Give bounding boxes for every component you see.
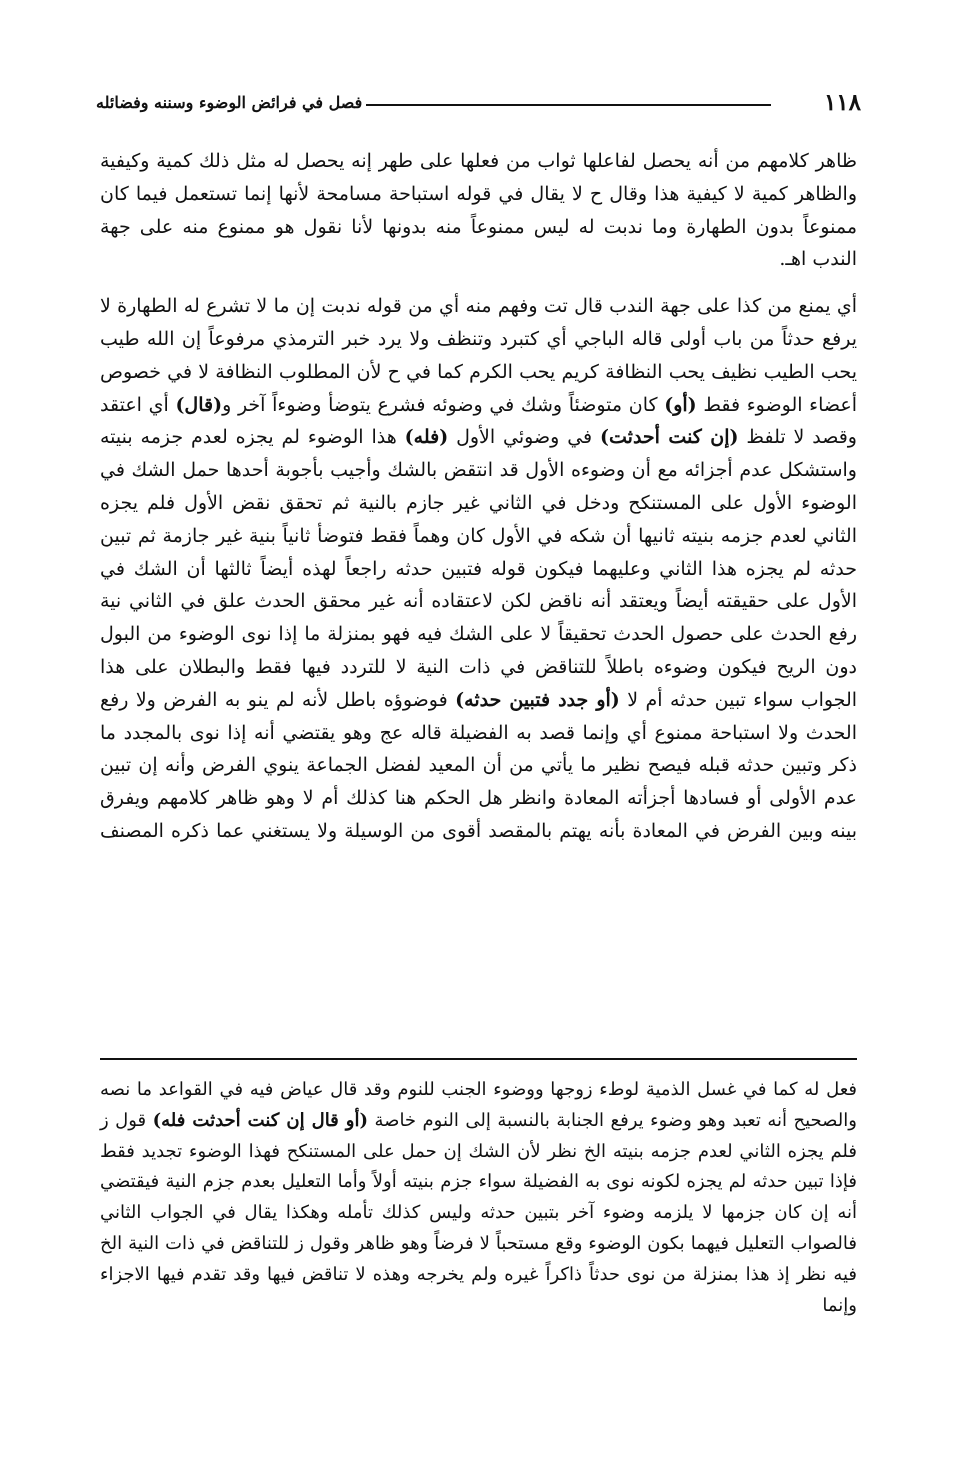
bold-term: (أو) (664, 393, 697, 416)
main-text (100, 145, 857, 848)
paragraph-2 (100, 290, 857, 848)
header-rule (366, 104, 771, 106)
page-number: ١١٨ (823, 89, 861, 116)
paragraph-2-text: أي اعتقد وقصد لا تلفظ (100, 393, 857, 449)
footnotes (100, 1075, 857, 1321)
paragraph-2-text: هذا الوضوء لم يجزه لعدم جزمه بنيته واستشكل عدم أجزائه مع أن وضوءه الأول قد انتقض بالشك وأجيب بأجوبة أحدها حمل الشك في الوضوء الأول على المستنكح ودخل في الثاني غير جازم بالنية ثم تحقق نقض الأول فلم يجزه الثاني لعدم جزمه بنيته ثانيها أن شكه في الأول كان وهماً فقط فتوضأ ثانياً بنية غير جازمة ثم تبين حدثه لم يجزه هذا الثاني وعليهما فيكون قوله فتبين حدثه راجعاً لهذه أيضاً ثالثها أن الشك في الأول على حقيقته أيضاً ويعتقد أنه ناقض لكن لاعتقاده أنه غير محقق الحدث علق في الثاني نية رفع الحدث على حصول الحدث تحقيقاً لا على الشك فيه فهو بمنزلة ما إذا نوى الوضوء من البول دون الريح فيكون وضوءه باطلاً للتناقض في ذات النية لا للتردد فيها فقط والبطلان على هذا الجواب سواء تبين حدثه أم لا (100, 426, 858, 711)
paragraph-2-text: أي يمنع من كذا على جهة الندب قال تت وفهم منه أي من قوله ندبت إن ما لا تشرع له الطهارة لا يرفع حدثاً من باب أولى قاله الباجي أي كتبرد وتنظف ولا يرد خبر الترمذي مرفوعاً إن الله طيب يحب الطيب نظيف يحب النظافة كريم يحب الكرم كما في ح لأن المطلوب النظافة لا في خصوص أعضاء الوضوء فقط (100, 295, 857, 416)
bold-term: (أو جدد فتبين حدثه) (455, 688, 620, 711)
footnote-segment: قول ز فلم يجزه الثاني لعدم جزمه بنيته الخ نظر لأن الشك إن حمل على المستنكح فهذا الوضوء تجديد فقط فإذا تبين حدثه لم يجزه لكونه نوى به الفضيلة سواء جزم بنيته أولاً وأما التعليل بعدم جزم النية فيقتضي أنه إن كان جزمها لا يلزمه وضوء آخر بتبين حدثه وليس كذلك تأمله وهكذا يقال في الجواب الثاني فالصواب التعليل فيهما بكون الوضوء وقع مستحباً لا فرضاً وهو ظاهر وقول ز للتناقض في ذات النية الخ فيه نظر إذ هذا بمنزلة من نوى حدثاً ذاكراً غيره ولم يخرجه وهذه لا تناقض فيها وقد تقدم فيها الاجزاء وإنما (100, 1109, 857, 1316)
paragraph-1: ظاهر كلامهم من أنه يحصل لفاعلها ثواب من فعلها على طهر إنه يحصل له مثل ذلك كمية وكيفية والظاهر كمية لا كيفية هذا وقال ح لا يقال في قوله استباحة مسامحة لأنها إنما تستعمل فيما كان ممنوعاً بدون الطهارة وما ندبت له ليس ممنوعاً منه بدونها لأنا نقول هو ممنوع منه على جهة الندب اهـ. (100, 150, 857, 271)
paragraph-2-text: في وضوئي الأول (456, 426, 593, 449)
page-header (96, 88, 861, 120)
paragraph-2-text: فوضوؤه باطل لأنه لم ينو به الفرض ولا رفع الحدث ولا استباحة ممنوع أي وإنما قصد به الفضيلة قاله عج وهو يقتضي أنه إذا نوى بالمجدد ما ذكر وتبين حدثه قبله فيصح نظير ما يأتي من أن المعيد لفضل الجماعة ينوي الفرض وأنه إن تبين عدم الأولى أو فسادها أجزأته المعادة وانظر هل الحكم هنا كذلك أم لا وهو ظاهر كلامهم ويفرق بينه وبين الفرض في المعادة بأنه يهتم بالمقصد أقوى من الوسيلة ولا يستغني عما ذكره المصنف (100, 688, 857, 842)
footnote-segment: فعل له كما في غسل الذمية لوطء زوجها ووضوء الجنب للنوم وقد قال عياض فيه في القواعد ما نصه والصحيح أنه تعبد وهو وضوء يرفع الجنابة بالنسبة إلى النوم خاصة (100, 1079, 857, 1131)
paragraph-2-text: كان متوضئاً وشك في وضوئه فشرع يتوضأ وضوءاً آخر و (222, 393, 658, 416)
running-title: فصل في فرائض الوضوء وسننه وفضائله (96, 93, 363, 112)
footnote-bold-term: (أو قال إن كنت أحدثت فله) (152, 1109, 369, 1131)
bold-term: (إن كنت أحدثت) (600, 426, 739, 449)
footnote-text (100, 1075, 857, 1321)
bold-term: (فله) (404, 426, 449, 449)
footnote-separator (100, 1058, 857, 1060)
bold-term: (قال) (175, 393, 223, 416)
